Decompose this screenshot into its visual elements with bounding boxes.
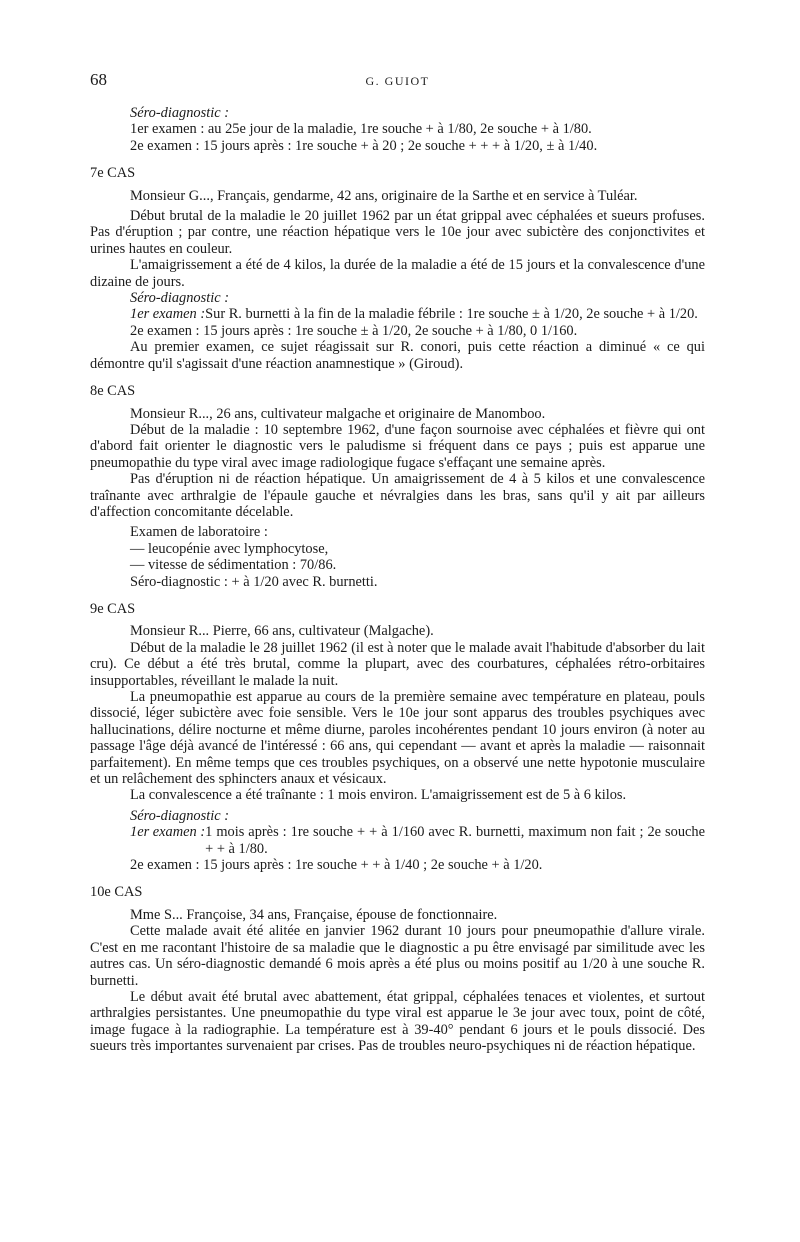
running-author: G. GUIOT: [365, 74, 430, 88]
exam-line: 2e examen : 15 jours après : 1re souche + + à 1/40 ; 2e souche + à 1/20.: [130, 857, 543, 874]
case-title: 10e CAS: [90, 884, 143, 901]
sero-label: Séro-diagnostic :: [130, 290, 229, 307]
case-title: 7e CAS: [90, 165, 136, 182]
lab-item: — vitesse de sédimentation : 70/86.: [130, 557, 337, 574]
exam-line: 2e examen : 15 jours après : 1re souche + à 20 ; 2e souche + + + à 1/20, ± à 1/40.: [130, 137, 598, 154]
paragraph: Au premier examen, ce sujet réagissait sur R. conori, puis cette réaction a diminué « ce qui démontre qu'il s'agissait d'une réaction anamnestique » (Giroud).: [90, 339, 705, 372]
exam-line: 2e examen : 15 jours après : 1re souche ± à 1/20, 2e souche + à 1/80, 0 1/160.: [130, 322, 578, 339]
exam-text: Sur R. burnetti à la fin de la maladie fébrile : 1re souche ± à 1/20, 2e souche + à 1/20.: [205, 306, 698, 323]
paragraph: Début de la maladie : 10 septembre 1962, d'une façon sournoise avec céphalées et fièvre qui ont d'abord fait orienter le diagnostic vers le paludisme si fréquent dans ce pays ; puis est apparue une pneumopathie du type viral avec image radiologique fugace s'effaçant une semaine après.: [90, 421, 705, 471]
sero-label: Séro-diagnostic :: [130, 807, 229, 824]
exam-line: 1er examen : au 25e jour de la maladie, 1re souche + à 1/80, 2e souche + à 1/80.: [130, 121, 592, 138]
case-title: 8e CAS: [90, 383, 136, 400]
article-body: [90, 105, 705, 1055]
paragraph: Début de la maladie le 28 juillet 1962 (il est à noter que le malade avait l'habitude d'absorber du lait cru). Ce début a été très brutal, comme la plupart, avec des courbatures, céphalées rétro-orbitaires insupportables, réveillant le malade la nuit.: [90, 639, 705, 689]
page-number: 68: [90, 70, 107, 89]
paragraph: Début brutal de la maladie le 20 juillet 1962 par un état grippal avec céphalées et sueurs profuses. Pas d'éruption ; par contre, une réaction hépatique vers le 10e jour avec subictère des conjonctivites et urines hautes en couleur.: [90, 208, 705, 257]
sero-label: Séro-diagnostic :: [130, 105, 229, 121]
exam-text: 1 mois après : 1re souche + + à 1/160 avec R. burnetti, maximum non fait ; 2e souche + + à 1/80.: [205, 824, 705, 857]
exam-label: 1er examen :: [130, 824, 206, 841]
paragraph: Monsieur R... Pierre, 66 ans, cultivateur (Malgache).: [130, 623, 434, 640]
paragraph: L'amaigrissement a été de 4 kilos, la durée de la maladie a été de 15 jours et la convalescence d'une dizaine de jours.: [90, 257, 705, 290]
paragraph: La convalescence a été traînante : 1 mois environ. L'amaigrissement est de 5 à 6 kilos.: [130, 787, 627, 804]
case-title: 9e CAS: [90, 600, 136, 617]
sero-result: Séro-diagnostic : + à 1/20 avec R. burnetti.: [130, 573, 378, 590]
paragraph: Le début avait été brutal avec abattement, état grippal, céphalées tenaces et violentes, et surtout arthralgies persistantes. Une pneumopathie du type viral est apparue le 3e jour avec toux, point de côté, image fugace à la radiographie. La température est à 39-40° pendant 6 jours et le pouls dissocié. Des sueurs très importantes survenaient par crises. Pas de troubles neuro-psychiques ni de réaction hépatique.: [90, 988, 705, 1055]
paragraph: Monsieur R..., 26 ans, cultivateur malgache et originaire de Manomboo.: [130, 405, 546, 422]
exam-entry: [130, 306, 705, 322]
paragraph: Mme S... Françoise, 34 ans, Française, épouse de fonctionnaire.: [130, 906, 498, 923]
paragraph: Pas d'éruption ni de réaction hépatique. Un amaigrissement de 4 à 5 kilos et une convalescence traînante avec arthralgie de l'épaule gauche et névralgies dans les bras, sans qu'il y ait par ailleurs d'affection concomitante décelable.: [90, 471, 705, 520]
paragraph: La pneumopathie est apparue au cours de la première semaine avec température en plateau, pouls dissocié, léger subictère avec foie sensible. Vers le 10e jour sont apparus des troubles psychiques avec hallucinations, délire nocturne et même diurne, paroles incohérentes pendant 10 jours environ (à noter au passage l'âge déjà avancé de l'intéressé : 66 ans, qui cependant — avant et après la maladie — raisonnait parfaitement). En même temps que ces troubles psychiques, on a observé une nette hypotonie musculaire et un relâchement des sphincters anaux et vésicaux.: [90, 689, 705, 788]
exam-entry: [130, 824, 705, 857]
exam-label: 1er examen :: [130, 306, 206, 323]
lab-item: — leucopénie avec lymphocytose,: [130, 540, 329, 557]
lab-title: Examen de laboratoire :: [130, 524, 268, 541]
running-header: [90, 70, 705, 92]
paragraph: Monsieur G..., Français, gendarme, 42 ans, originaire de la Sarthe et en service à Tuléar.: [130, 187, 638, 204]
paragraph: Cette malade avait été alitée en janvier 1962 durant 10 jours pour pneumopathie d'allure virale. C'est en me racontant l'histoire de sa maladie que le diagnostic a pu être envisagé par similitude avec les autres cas. Un séro-diagnostic demandé 6 mois après a été plus ou moins positif au 1/20 à une souche R. burnetti.: [90, 923, 705, 989]
